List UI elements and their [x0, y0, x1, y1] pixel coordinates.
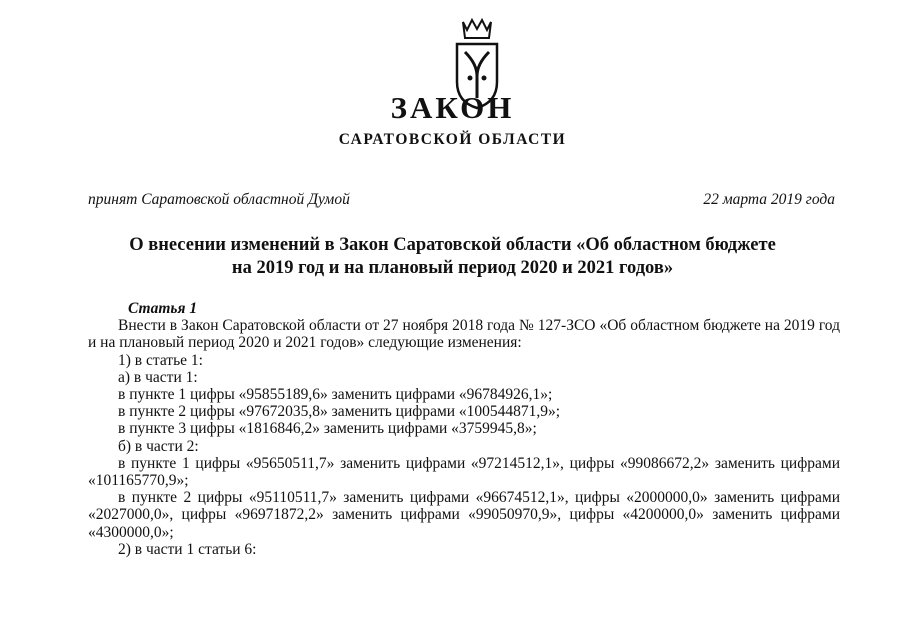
law-heading: ЗАКОН: [390, 90, 515, 125]
body-text-line: в пункте 1 цифры «95855189,6» заменить цифрами «96784926,1»;: [118, 386, 553, 404]
document-body: [88, 300, 840, 558]
body-text-line: в пункте 3 цифры «1816846,2» заменить цифрами «3759945,8»;: [118, 420, 537, 438]
body-text-line: «4300000,0»;: [88, 523, 174, 541]
adoption-date: 22 марта 2019 года: [703, 191, 835, 208]
body-text-line: в пункте 2 цифры «95110511,7» заменить цифрами «96674512,1», цифры «2000000,0» заменить цифрами: [118, 489, 840, 507]
body-text-line: «2027000,0», цифры «96971872,2» заменить цифрами «99050970,9», цифры «4200000,0» заменить цифрами: [88, 506, 840, 524]
body-text-line: «101165770,9»;: [88, 472, 189, 490]
body-text-line: в пункте 2 цифры «97672035,8» заменить цифрами «100544871,9»;: [118, 403, 561, 421]
body-text-line: в пункте 1 цифры «95650511,7» заменить цифрами «97214512,1», цифры «99086672,2» заменить цифрами: [118, 454, 840, 472]
adopted-by: принят Саратовской областной Думой: [88, 191, 350, 208]
body-text-line: 1) в статье 1:: [118, 351, 203, 369]
title-line: на 2019 год и на плановый период 2020 и 2021 годов»: [231, 258, 674, 278]
region-heading: САРАТОВСКОЙ ОБЛАСТИ: [338, 131, 567, 148]
body-text-line: Внести в Закон Саратовской области от 27 ноября 2018 года № 127-ЗСО «Об областном бюджете на 2019 год: [118, 317, 840, 335]
body-text-line: и на плановый период 2020 и 2021 годов» следующие изменения:: [88, 334, 522, 352]
body-text-line: 2) в части 1 статьи 6:: [118, 540, 257, 558]
document-title: [0, 234, 905, 280]
article-heading: Статья 1: [128, 300, 198, 317]
title-line: О внесении изменений в Закон Саратовской области «Об областном бюджете: [129, 235, 776, 255]
body-text-line: а) в части 1:: [118, 368, 198, 386]
body-text-line: б) в части 2:: [118, 437, 199, 455]
